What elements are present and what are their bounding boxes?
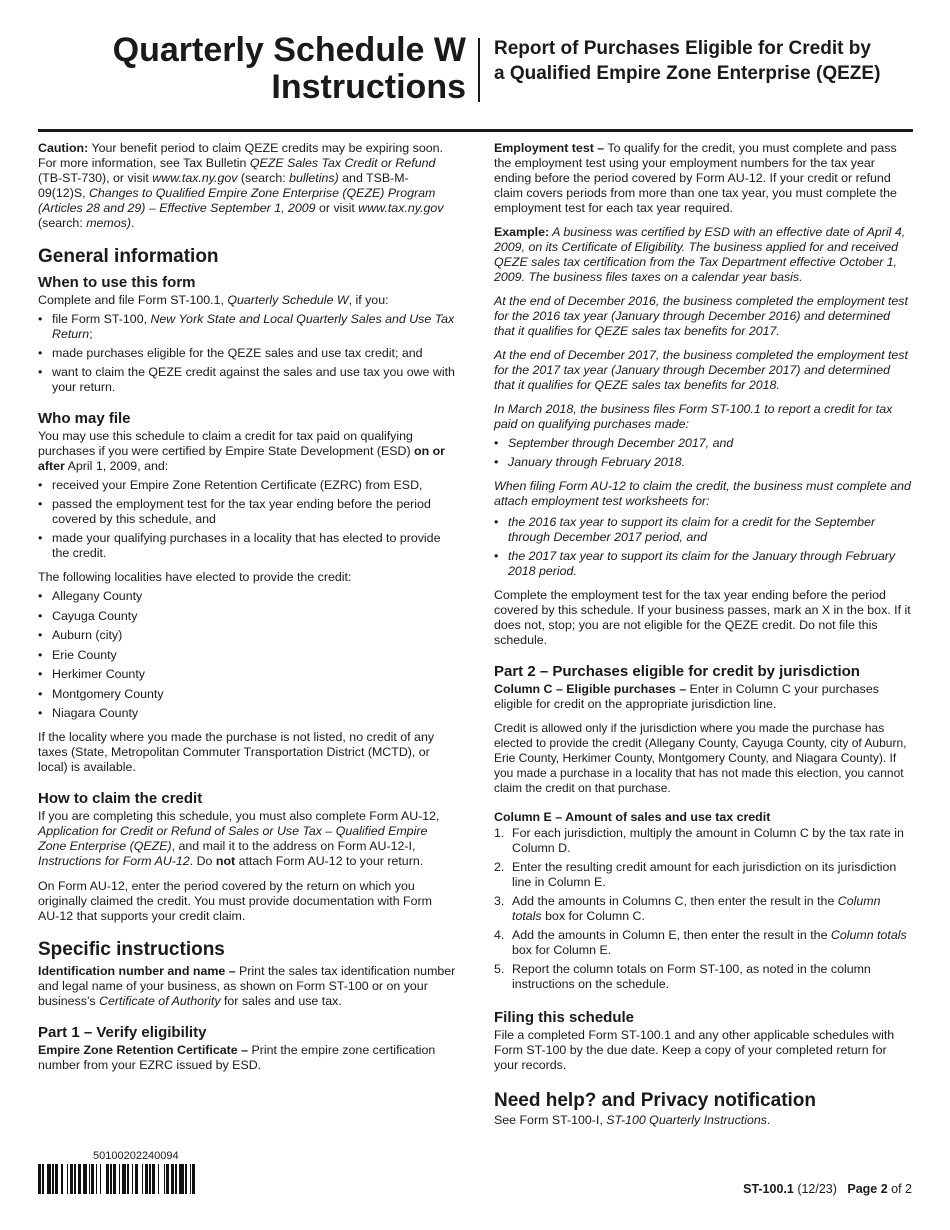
text: ; — [89, 327, 93, 341]
form-identifier — [743, 1182, 912, 1196]
list-item — [494, 549, 912, 579]
when-list — [38, 312, 456, 395]
example-paragraph-5 — [494, 479, 912, 509]
locality-item: • Cayuga County — [38, 609, 456, 624]
example-paragraph-4 — [494, 402, 912, 432]
how-paragraph-1 — [38, 809, 456, 869]
text: Employment test – — [494, 141, 605, 155]
barcode — [38, 1164, 248, 1194]
list-item: • want to claim the QEZE credit against the sales and use tax you owe with your return. — [38, 365, 456, 395]
text: Enter the resulting credit amount for each jurisdiction on its jurisdiction line in Column E. — [512, 860, 897, 889]
text: Complete and file Form ST-100.1, — [38, 293, 228, 307]
text: on or after — [38, 444, 445, 473]
text: , and mail it to the address on Form AU-12-I, — [171, 839, 416, 853]
employment-test-conclusion: Complete the employment test for the tax year ending before the period covered by this schedule. If your business passes, mark an X in the box. If it does not, stop; you are not eligible for the QEZE credit. Do not file this schedule. — [494, 588, 911, 647]
website-link[interactable]: www.tax.ny.gov — [358, 201, 444, 215]
text: April 1, 2009, and: — [64, 459, 169, 473]
when-to-use-heading: When to use this form — [38, 274, 196, 291]
text: Add the amounts in Column E, then enter the result in the — [512, 928, 831, 942]
text: Empire Zone Retention Certificate – — [38, 1043, 248, 1057]
text: Column totals — [512, 894, 881, 923]
text: Quarterly Schedule W — [227, 293, 349, 307]
text: A business was certified by ESD with an effective date of April 4, 2009, on its Certificate of Eligibility. The business applied for and received QEZE sales tax certification from the Tax Department effective October 1, 2009. The business files taxes on a calendar year basis. — [494, 225, 906, 284]
example-paragraph-2 — [494, 294, 912, 339]
filing-paragraph: File a completed Form ST-100.1 and any other applicable schedules with Form ST-100 by the due date. Keep a copy of your completed return for your records. — [494, 1028, 895, 1072]
locality-item: • Allegany County — [38, 589, 456, 604]
when-intro — [38, 293, 456, 308]
text: . Do — [189, 854, 216, 868]
text: box for Column C. — [541, 909, 645, 923]
step-item — [494, 962, 912, 992]
who-may-file-heading: Who may file — [38, 410, 131, 427]
how-to-claim-heading: How to claim the credit — [38, 790, 203, 807]
text: bulletins) — [289, 171, 339, 185]
page-subtitle — [494, 36, 924, 86]
list-item — [494, 436, 912, 451]
text: 4. — [494, 928, 505, 942]
text: ST-100.1 — [743, 1182, 794, 1196]
text: Instructions for Form AU-12 — [38, 854, 190, 868]
text: Print the empire zone certification number from your EZRC issued by ESD. — [38, 1043, 436, 1072]
credit-allowed-paragraph: Credit is allowed only if the jurisdiction where you made the purchase has elected to provide the credit (Allegany County, Cayuga County, city of Auburn, Erie County, Herkimer County, Montgomery County, and Niagara County). If you made a purchase in a locality that has not made this election, you cannot claim the credit on that purchase. — [494, 721, 907, 795]
caution-paragraph — [38, 141, 456, 231]
example-list-1 — [494, 436, 912, 470]
text: , if you: — [348, 293, 389, 307]
locality-item: • Niagara County — [38, 706, 456, 721]
text: memos) — [86, 216, 131, 230]
text: Column C – Eligible purchases – — [494, 682, 687, 696]
text: ST-100 Quarterly Instructions — [606, 1113, 767, 1127]
step-item — [494, 860, 912, 890]
part2-heading: Part 2 – Purchases eligible for credit by jurisdiction — [494, 663, 860, 680]
text: or visit — [315, 201, 359, 215]
step-item — [494, 928, 912, 958]
text: Application for Credit or Refund of Sales or Use Tax – Qualified Empire Zone Enterprise (QEZE) — [38, 824, 428, 853]
list-item: • made purchases eligible for the QEZE sales and use tax credit; and — [38, 346, 456, 361]
text: At the end of December 2016, the business completed the employment test for the 2016 tax year (January through December 2016) and determined that it qualifies for QEZE sales tax benefits for 2017. — [494, 294, 908, 338]
text: You may use this schedule to claim a credit for tax paid on qualifying purchases if you were certified by Empire State Development (ESD) — [38, 429, 415, 458]
text: Add the amounts in Columns C, then enter the result in the — [512, 894, 838, 908]
title-line-1: Quarterly Schedule W — [112, 31, 466, 69]
text: Identification number and name – — [38, 964, 236, 978]
barcode-number: 50100202240094 — [93, 1150, 179, 1162]
text: (search: — [38, 216, 87, 230]
text: Enter in Column C your purchases eligible for credit on the appropriate jurisdiction line. — [494, 682, 879, 711]
localities-list — [38, 589, 456, 721]
text: When filing Form AU-12 to claim the credit, the business must complete and attach employment test worksheets for: — [494, 479, 911, 508]
text: for sales and use tax. — [220, 994, 342, 1008]
column-e-heading: Column E – Amount of sales and use tax credit — [494, 810, 771, 824]
caution-label: Caution: — [38, 141, 89, 155]
text: Column totals — [830, 928, 907, 942]
title-separator — [478, 38, 480, 102]
subtitle-line-2: a Qualified Empire Zone Enterprise (QEZE) — [494, 63, 881, 84]
text: 1. — [494, 826, 505, 840]
list-item: • made your qualifying purchases in a locality that has elected to provide the credit. — [38, 531, 456, 561]
text: the 2017 tax year to support its claim for the January through February 2018 period. — [508, 549, 896, 578]
text: 5. — [494, 962, 505, 976]
text: Report the column totals on Form ST-100, as noted in the column instructions on the schedule. — [512, 962, 871, 991]
text: file Form ST-100, — [52, 312, 151, 326]
subtitle-line-1: Report of Purchases Eligible for Credit by — [494, 38, 871, 59]
text: of 2 — [887, 1182, 912, 1196]
text: January through February 2018. — [508, 455, 686, 469]
employment-test-paragraph — [494, 141, 912, 216]
text: At the end of December 2017, the business completed the employment test for the 2017 tax year (January through December 2017) and determined that it qualifies for QEZE sales tax benefits for 2018. — [494, 348, 908, 392]
example-paragraph — [494, 225, 912, 285]
text: not — [215, 854, 236, 868]
right-column — [494, 141, 912, 1136]
text: See Form ST-100-I, — [494, 1113, 607, 1127]
text: the 2016 tax year to support its claim for a credit for the September through December 2017 period, and — [508, 515, 876, 544]
text: Your benefit period to claim QEZE credits may be expiring soon. For more information, see Tax Bulletin — [38, 141, 443, 170]
page-header — [0, 0, 950, 132]
how-paragraph-2: On Form AU-12, enter the period covered by the return on which you originally claimed the credit. You must provide documentation with Form AU-12 that supports your credit claim. — [38, 879, 432, 923]
text: Page 2 — [847, 1182, 888, 1196]
text: QEZE Sales Tax Credit or Refund — [249, 156, 436, 170]
text: Example: — [494, 225, 550, 239]
barcode-bar — [195, 1164, 196, 1194]
text: (TB-ST-730), or visit — [38, 171, 153, 185]
not-listed-paragraph: If the locality where you made the purchase is not listed, no credit of any taxes (State, Metropolitan Commuter Transportation District (MCTD), or local) is available. — [38, 730, 435, 774]
text: For each jurisdiction, multiply the amount in Column C by the tax rate in Column D. — [512, 826, 904, 855]
help-heading: Need help? and Privacy notification — [494, 1090, 817, 1111]
text: attach Form AU-12 to your return. — [235, 854, 424, 868]
filing-heading: Filing this schedule — [494, 1009, 635, 1026]
who-intro — [38, 429, 456, 474]
text: (search: — [237, 171, 290, 185]
localities-intro: The following localities have elected to provide the credit: — [38, 570, 352, 584]
column-e-steps — [494, 826, 912, 992]
who-list — [38, 478, 456, 561]
list-item — [38, 312, 456, 342]
text: Certificate of Authority — [99, 994, 221, 1008]
website-link[interactable]: www.tax.ny.gov — [152, 171, 238, 185]
locality-item: • Montgomery County — [38, 687, 456, 702]
page-footer — [0, 1140, 950, 1230]
text: (12/23) — [793, 1182, 837, 1196]
list-item: • passed the employment test for the tax year ending before the period covered by this schedule, and — [38, 497, 456, 527]
text: and TSB-M-09(12)S, — [38, 171, 409, 200]
list-item: • received your Empire Zone Retention Certificate (EZRC) from ESD, — [38, 478, 456, 493]
text: box for Column E. — [512, 943, 612, 957]
general-information-heading: General information — [38, 246, 219, 267]
list-item — [494, 455, 912, 470]
locality-item: • Herkimer County — [38, 667, 456, 682]
text: . — [766, 1113, 771, 1127]
title-line-2: Instructions — [271, 68, 466, 106]
example-paragraph-3 — [494, 348, 912, 393]
text: 3. — [494, 894, 505, 908]
text: New York State and Local Quarterly Sales and Use Tax Return — [52, 312, 455, 341]
step-item — [494, 826, 912, 856]
text: To qualify for the credit, you must complete and pass the employment test using your employment numbers for the tax year ending before the period covered by Form AU-12. If your credit or refund claim covers periods from more than one tax year, you must complete the employment test for each tax year required. — [494, 141, 897, 215]
header-rule — [38, 129, 913, 132]
locality-item: • Auburn (city) — [38, 628, 456, 643]
step-item — [494, 894, 912, 924]
specific-instructions-heading: Specific instructions — [38, 939, 225, 960]
part1-heading: Part 1 – Verify eligibility — [38, 1024, 207, 1041]
example-list-2 — [494, 515, 912, 579]
text: If you are completing this schedule, you must also complete Form AU-12, — [38, 809, 440, 823]
ezrc-paragraph — [38, 1043, 456, 1073]
locality-item: • Erie County — [38, 648, 456, 663]
list-item — [494, 515, 912, 545]
text: September through December 2017, and — [508, 436, 734, 450]
text: Print the sales tax identification number and legal name of your business, as shown on Form ST-100 or on your business’s — [38, 964, 456, 1008]
page-title — [26, 32, 466, 106]
help-paragraph — [494, 1113, 912, 1128]
text: In March 2018, the business files Form ST-100.1 to report a credit for tax paid on qualifying purchases made: — [494, 402, 893, 431]
left-column — [38, 141, 456, 1081]
text: 2. — [494, 860, 505, 874]
text: . — [130, 216, 135, 230]
column-c-paragraph — [494, 682, 912, 712]
identification-paragraph — [38, 964, 456, 1009]
text: Changes to Qualified Empire Zone Enterprise (QEZE) Program (Articles 28 and 29) – Effective September 1, 2009 — [38, 186, 436, 215]
